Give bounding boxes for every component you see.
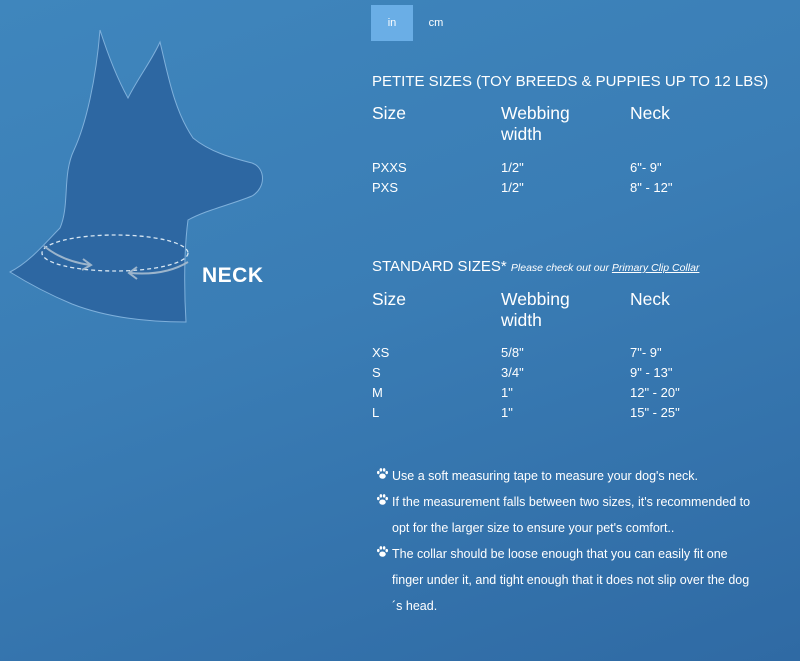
list-item: [376, 541, 756, 619]
standard-sizes-heading: [372, 258, 699, 275]
standard-sizes-note: [511, 262, 700, 274]
webbing-cell: 1/2": [501, 160, 524, 175]
size-cell: S: [372, 365, 381, 380]
size-cell: PXS: [372, 180, 399, 195]
neck-label: NECK: [202, 264, 264, 287]
webbing-cell: 3/4": [501, 365, 524, 380]
petite-sizes-title: PETITE SIZES (TOY BREEDS & PUPPIES UP TO 12 LBS): [372, 73, 769, 90]
paw-icon: [376, 467, 389, 480]
webbing-cell: 1": [501, 385, 513, 400]
webbing-cell: 1": [501, 405, 513, 420]
list-item: [376, 463, 756, 489]
table-row: [372, 405, 772, 425]
paw-icon: [376, 545, 389, 558]
dog-neck-illustration: [0, 0, 360, 360]
unit-cm-button[interactable]: cm: [428, 17, 444, 29]
table-row: [372, 160, 772, 180]
table-row: [372, 385, 772, 405]
petite-header-size: Size: [372, 103, 407, 123]
standard-header-size: Size: [372, 289, 407, 309]
size-cell: XS: [372, 345, 390, 360]
primary-clip-collar-link[interactable]: Primary Clip Collar: [611, 262, 700, 274]
note-text: Please check out our: [510, 262, 609, 274]
list-item: [376, 489, 756, 541]
measuring-tips: [376, 463, 756, 619]
tip-text: If the measurement falls between two sizes, it's recommended to opt for the larger size to ensure your pet's comfort..: [392, 495, 751, 535]
tip-text: The collar should be loose enough that you can easily fit one finger under it, and tight enough that it does not slip over the dog´s head.: [392, 547, 750, 613]
petite-header-webbing: Webbing width: [501, 103, 570, 144]
standard-header-webbing: Webbing width: [501, 289, 570, 330]
petite-header-neck: Neck: [630, 103, 670, 123]
unit-in-button[interactable]: in: [371, 5, 413, 41]
tip-text: Use a soft measuring tape to measure your dog's neck.: [392, 469, 699, 483]
neck-cell: 12" - 20": [630, 385, 680, 400]
table-row: [372, 365, 772, 385]
neck-cell: 9" - 13": [630, 365, 673, 380]
table-row: [372, 345, 772, 365]
size-cell: L: [372, 405, 380, 420]
webbing-cell: 1/2": [501, 180, 524, 195]
paw-icon: [376, 493, 389, 506]
webbing-cell: 5/8": [501, 345, 524, 360]
neck-cell: 15" - 25": [630, 405, 680, 420]
size-cell: M: [372, 385, 383, 400]
standard-sizes-title: STANDARD SIZES*: [372, 258, 507, 275]
neck-cell: 7"- 9": [630, 345, 662, 360]
standard-header-neck: Neck: [630, 289, 670, 309]
neck-cell: 6"- 9": [630, 160, 662, 175]
table-row: [372, 180, 772, 200]
unit-toggle: [371, 5, 457, 41]
size-cell: PXXS: [372, 160, 407, 175]
neck-cell: 8" - 12": [630, 180, 673, 195]
